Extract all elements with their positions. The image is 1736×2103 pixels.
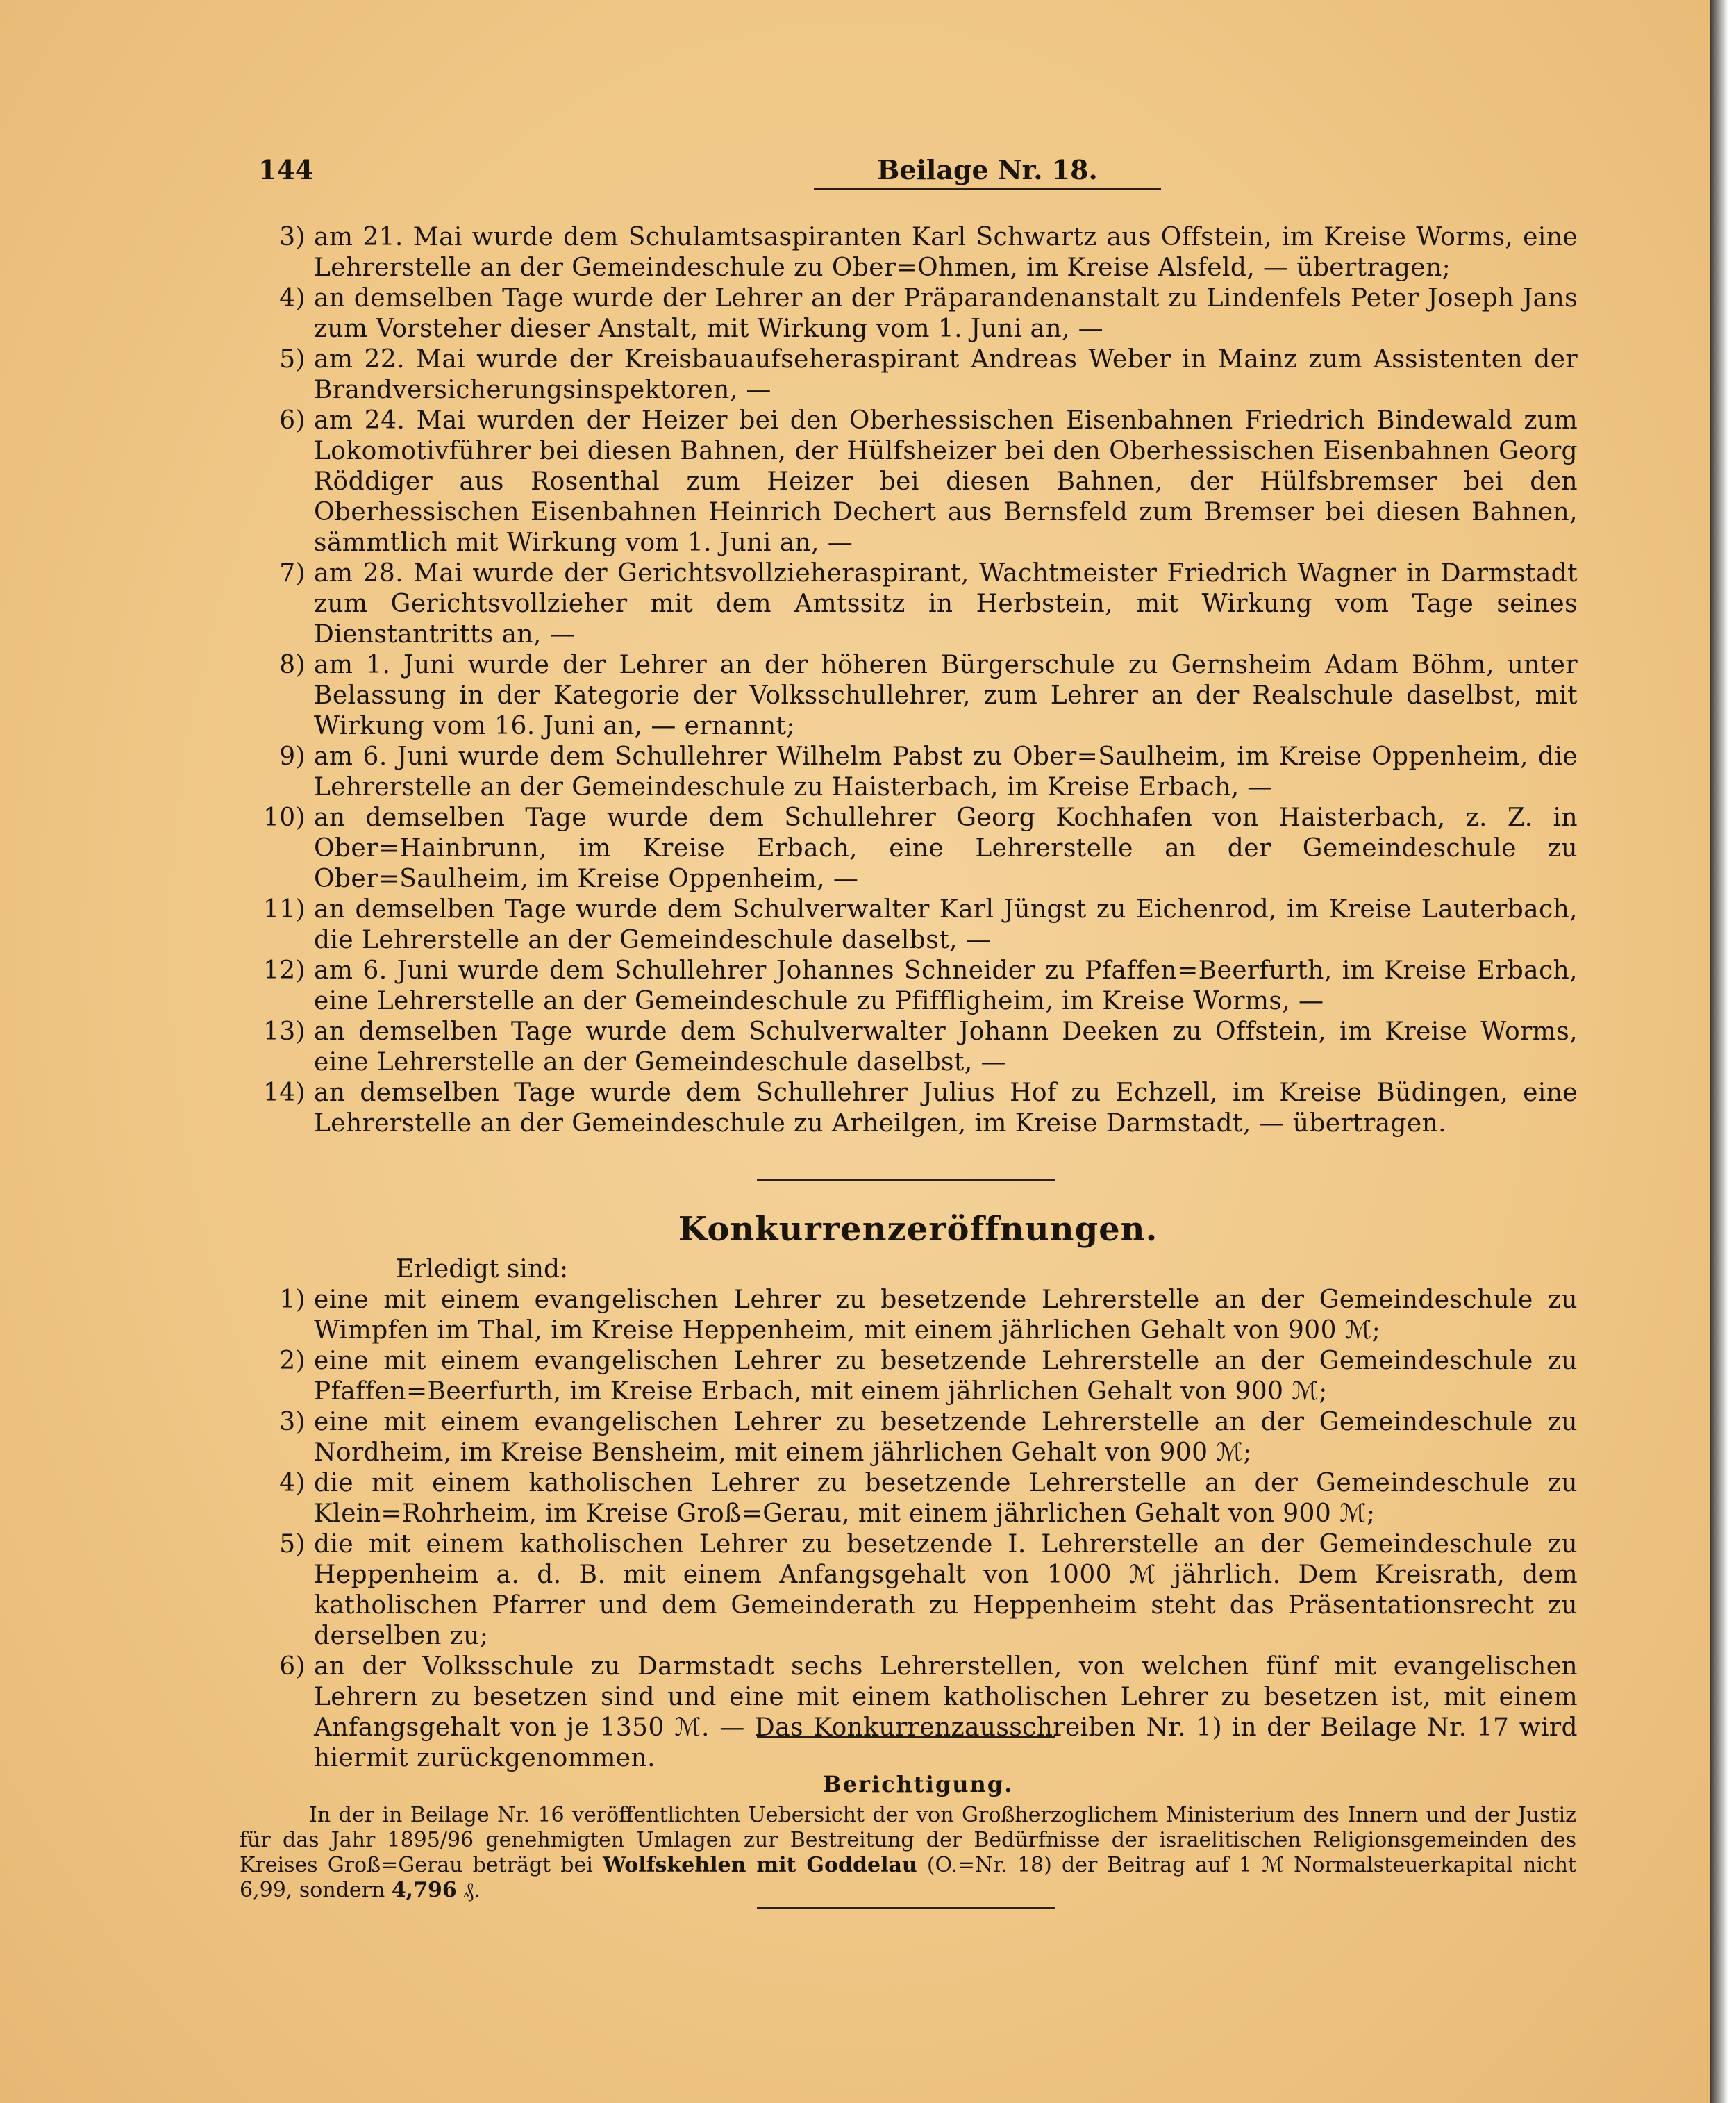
- item-number: 1): [279, 1286, 306, 1314]
- item-text: an demselben Tage wurde dem Schulverwalter Karl Jüngst zu Eichenrod, im Kreise Lauterbach, die Lehrerstelle an der Gemeindeschule daselbst, —: [314, 895, 1578, 954]
- list-item: [258, 222, 1578, 283]
- list-item: [258, 1652, 1578, 1774]
- item-number: 5): [279, 345, 306, 374]
- list-item: [258, 650, 1578, 742]
- list-item: [258, 1346, 1578, 1407]
- item-text: die mit einem katholischen Lehrer zu besetzende I. Lehrerstelle an der Gemeindeschule zu Heppenheim a. d. B. mit einem Anfangsgehalt von 1000 ℳ jährlich. Dem Kreisrath, dem katholischen Pfarrer und dem Gemeinderath zu Heppenheim steht das Präsentationsrecht zu derselben zu;: [314, 1530, 1578, 1650]
- section-divider: [757, 1736, 1055, 1738]
- vacancies-intro: Erledigt sind:: [396, 1255, 569, 1283]
- item-text: eine mit einem evangelischen Lehrer zu besetzende Lehrerstelle an der Gemeindeschule zu Pfaffen=Beerfurth, im Kreise Erbach, mit einem jährlichen Gehalt von 900 ℳ;: [314, 1347, 1578, 1406]
- list-item: [258, 895, 1578, 956]
- item-number: 8): [279, 651, 306, 679]
- correction-text-part: In der in Beilage Nr. 16 veröffentlichten Uebersicht der von Großherzoglichem Ministerium des Innern und der Justiz für das Jahr 1895/96 genehmigten Umlagen zur Bestreitung der Bedürfnisse der israelitischen Religionsgemeinden des Kreises Groß=Gerau beträgt bei: [240, 1803, 1576, 1877]
- item-number: 14): [262, 1079, 306, 1107]
- item-number: 9): [279, 742, 306, 771]
- item-number: 6): [279, 1652, 306, 1681]
- list-item: [258, 803, 1578, 895]
- list-item: [258, 1407, 1578, 1468]
- item-number: 3): [279, 223, 306, 251]
- list-item: [258, 1078, 1578, 1139]
- list-item: [258, 742, 1578, 803]
- item-text: am 21. Mai wurde dem Schulamtsaspiranten Karl Schwartz aus Offstein, im Kreise Worms, eine Lehrerstelle an der Gemeindeschule zu Ober=Ohmen, im Kreise Alsfeld, — übertragen;: [314, 223, 1578, 282]
- item-text: am 22. Mai wurde der Kreisbauaufseheraspirant Andreas Weber in Mainz zum Assistenten der Brandversicherungsinspektoren, —: [314, 345, 1578, 404]
- correction-place: Wolfskehlen mit Goddelau: [602, 1853, 917, 1877]
- item-number: 13): [262, 1017, 306, 1046]
- item-number: 11): [262, 895, 306, 924]
- correction-title: Berichtigung.: [822, 1771, 1014, 1797]
- item-number: 4): [279, 1469, 306, 1497]
- page-title: Beilage Nr. 18.: [814, 154, 1161, 190]
- item-text: am 1. Juni wurde der Lehrer an der höheren Bürgerschule zu Gernsheim Adam Böhm, unter Belassung in der Kategorie der Volksschullehrer, zum Lehrer an der Realschule daselbst, mit Wirkung vom 16. Juni an, — ernannt;: [314, 651, 1578, 740]
- list-item: [258, 956, 1578, 1017]
- vacancies-list: [258, 1285, 1578, 1774]
- item-text: am 24. Mai wurden der Heizer bei den Oberhessischen Eisenbahnen Friedrich Bindewald zum Lokomotivführer bei diesen Bahnen, der Hülfsheizer bei den Oberhessischen Eisenbahnen Georg Röddiger aus Rosenthal zum Heizer bei diesen Bahnen, der Hülfsbremser bei den Oberhessischen Eisenbahnen Heinrich Dechert aus Bernsfeld zum Bremser bei diesen Bahnen, sämmtlich mit Wirkung vom 1. Juni an, —: [314, 406, 1578, 557]
- item-text: an demselben Tage wurde der Lehrer an der Präparandenanstalt zu Lindenfels Peter Joseph Jans zum Vorsteher dieser Anstalt, mit Wirkung vom 1. Juni an, —: [314, 284, 1578, 343]
- item-number: 3): [279, 1408, 306, 1436]
- item-number: 10): [262, 804, 306, 832]
- item-number: 4): [279, 284, 306, 313]
- list-item: [258, 1017, 1578, 1078]
- list-item: [258, 1468, 1578, 1529]
- correction-text-part: (O.=Nr. 18) der Beitrag auf 1 ℳ Normalsteuerkapital nicht 6,99, sondern: [240, 1853, 1576, 1902]
- item-text: an demselben Tage wurde dem Schullehrer Georg Kochhafen von Haisterbach, z. Z. in Ober=Hainbrunn, im Kreise Erbach, eine Lehrerstelle an der Gemeindeschule zu Ober=Saulheim, im Kreise Oppenheim, —: [314, 804, 1578, 893]
- item-text: die mit einem katholischen Lehrer zu besetzende Lehrerstelle an der Gemeindeschule zu Klein=Rohrheim, im Kreise Groß=Gerau, mit einem jährlichen Gehalt von 900 ℳ;: [314, 1469, 1578, 1528]
- appointments-list: [258, 222, 1578, 1139]
- list-item: [258, 558, 1578, 650]
- item-text: eine mit einem evangelischen Lehrer zu besetzende Lehrerstelle an der Gemeindeschule zu Nordheim, im Kreise Bensheim, mit einem jährlichen Gehalt von 900 ℳ;: [314, 1408, 1578, 1467]
- correction-amount: 4,796: [391, 1878, 457, 1902]
- item-number: 2): [279, 1347, 306, 1375]
- item-number: 6): [279, 406, 306, 435]
- section-divider: [757, 1179, 1055, 1181]
- item-text: am 6. Juni wurde dem Schullehrer Wilhelm Pabst zu Ober=Saulheim, im Kreise Oppenheim, die Lehrerstelle an der Gemeindeschule zu Haisterbach, im Kreise Erbach, —: [314, 742, 1578, 801]
- list-item: [258, 1285, 1578, 1346]
- item-text: an demselben Tage wurde dem Schulverwalter Johann Deeken zu Offstein, im Kreise Worms, eine Lehrerstelle an der Gemeindeschule daselbst, —: [314, 1017, 1578, 1077]
- section-title: Konkurrenzeröffnungen.: [678, 1210, 1158, 1249]
- correction-text: [240, 1803, 1576, 1903]
- list-item: [258, 283, 1578, 344]
- item-text: eine mit einem evangelischen Lehrer zu besetzende Lehrerstelle an der Gemeindeschule zu Wimpfen im Thal, im Kreise Heppenheim, mit einem jährlichen Gehalt von 900 ℳ;: [314, 1286, 1578, 1345]
- page-number: 144: [258, 154, 314, 185]
- item-number: 5): [279, 1530, 306, 1558]
- list-item: [258, 1529, 1578, 1652]
- item-text: am 6. Juni wurde dem Schullehrer Johannes Schneider zu Pfaffen=Beerfurth, im Kreise Erbach, eine Lehrerstelle an der Gemeindeschule zu Pfiffligheim, im Kreise Worms, —: [314, 956, 1578, 1015]
- list-item: [258, 344, 1578, 406]
- correction-text-part: ₰.: [456, 1878, 481, 1902]
- item-text: an der Volksschule zu Darmstadt sechs Lehrerstellen, von welchen fünf mit evangelischen Lehrern zu besetzen sind und eine mit einem katholischen Lehrer zu besetzen ist, mit einem Anfangsgehalt von je 1350 ℳ. — Das Konkurrenzausschreiben Nr. 1) in der Beilage Nr. 17 wird hiermit zurückgenommen.: [314, 1652, 1578, 1772]
- section-divider: [757, 1907, 1055, 1909]
- item-number: 7): [279, 559, 306, 588]
- list-item: [258, 406, 1578, 558]
- scan-edge: [1710, 0, 1736, 2103]
- page-header: [258, 154, 1578, 193]
- item-text: am 28. Mai wurde der Gerichtsvollzieheraspirant, Wachtmeister Friedrich Wagner in Darmstadt zum Gerichtsvollzieher mit dem Amtssitz in Herbstein, mit Wirkung vom Tage seines Dienstantritts an, —: [314, 559, 1578, 649]
- item-number: 12): [262, 956, 306, 985]
- item-text: an demselben Tage wurde dem Schullehrer Julius Hof zu Echzell, im Kreise Büdingen, eine Lehrerstelle an der Gemeindeschule zu Arheilgen, im Kreise Darmstadt, — übertragen.: [314, 1079, 1578, 1138]
